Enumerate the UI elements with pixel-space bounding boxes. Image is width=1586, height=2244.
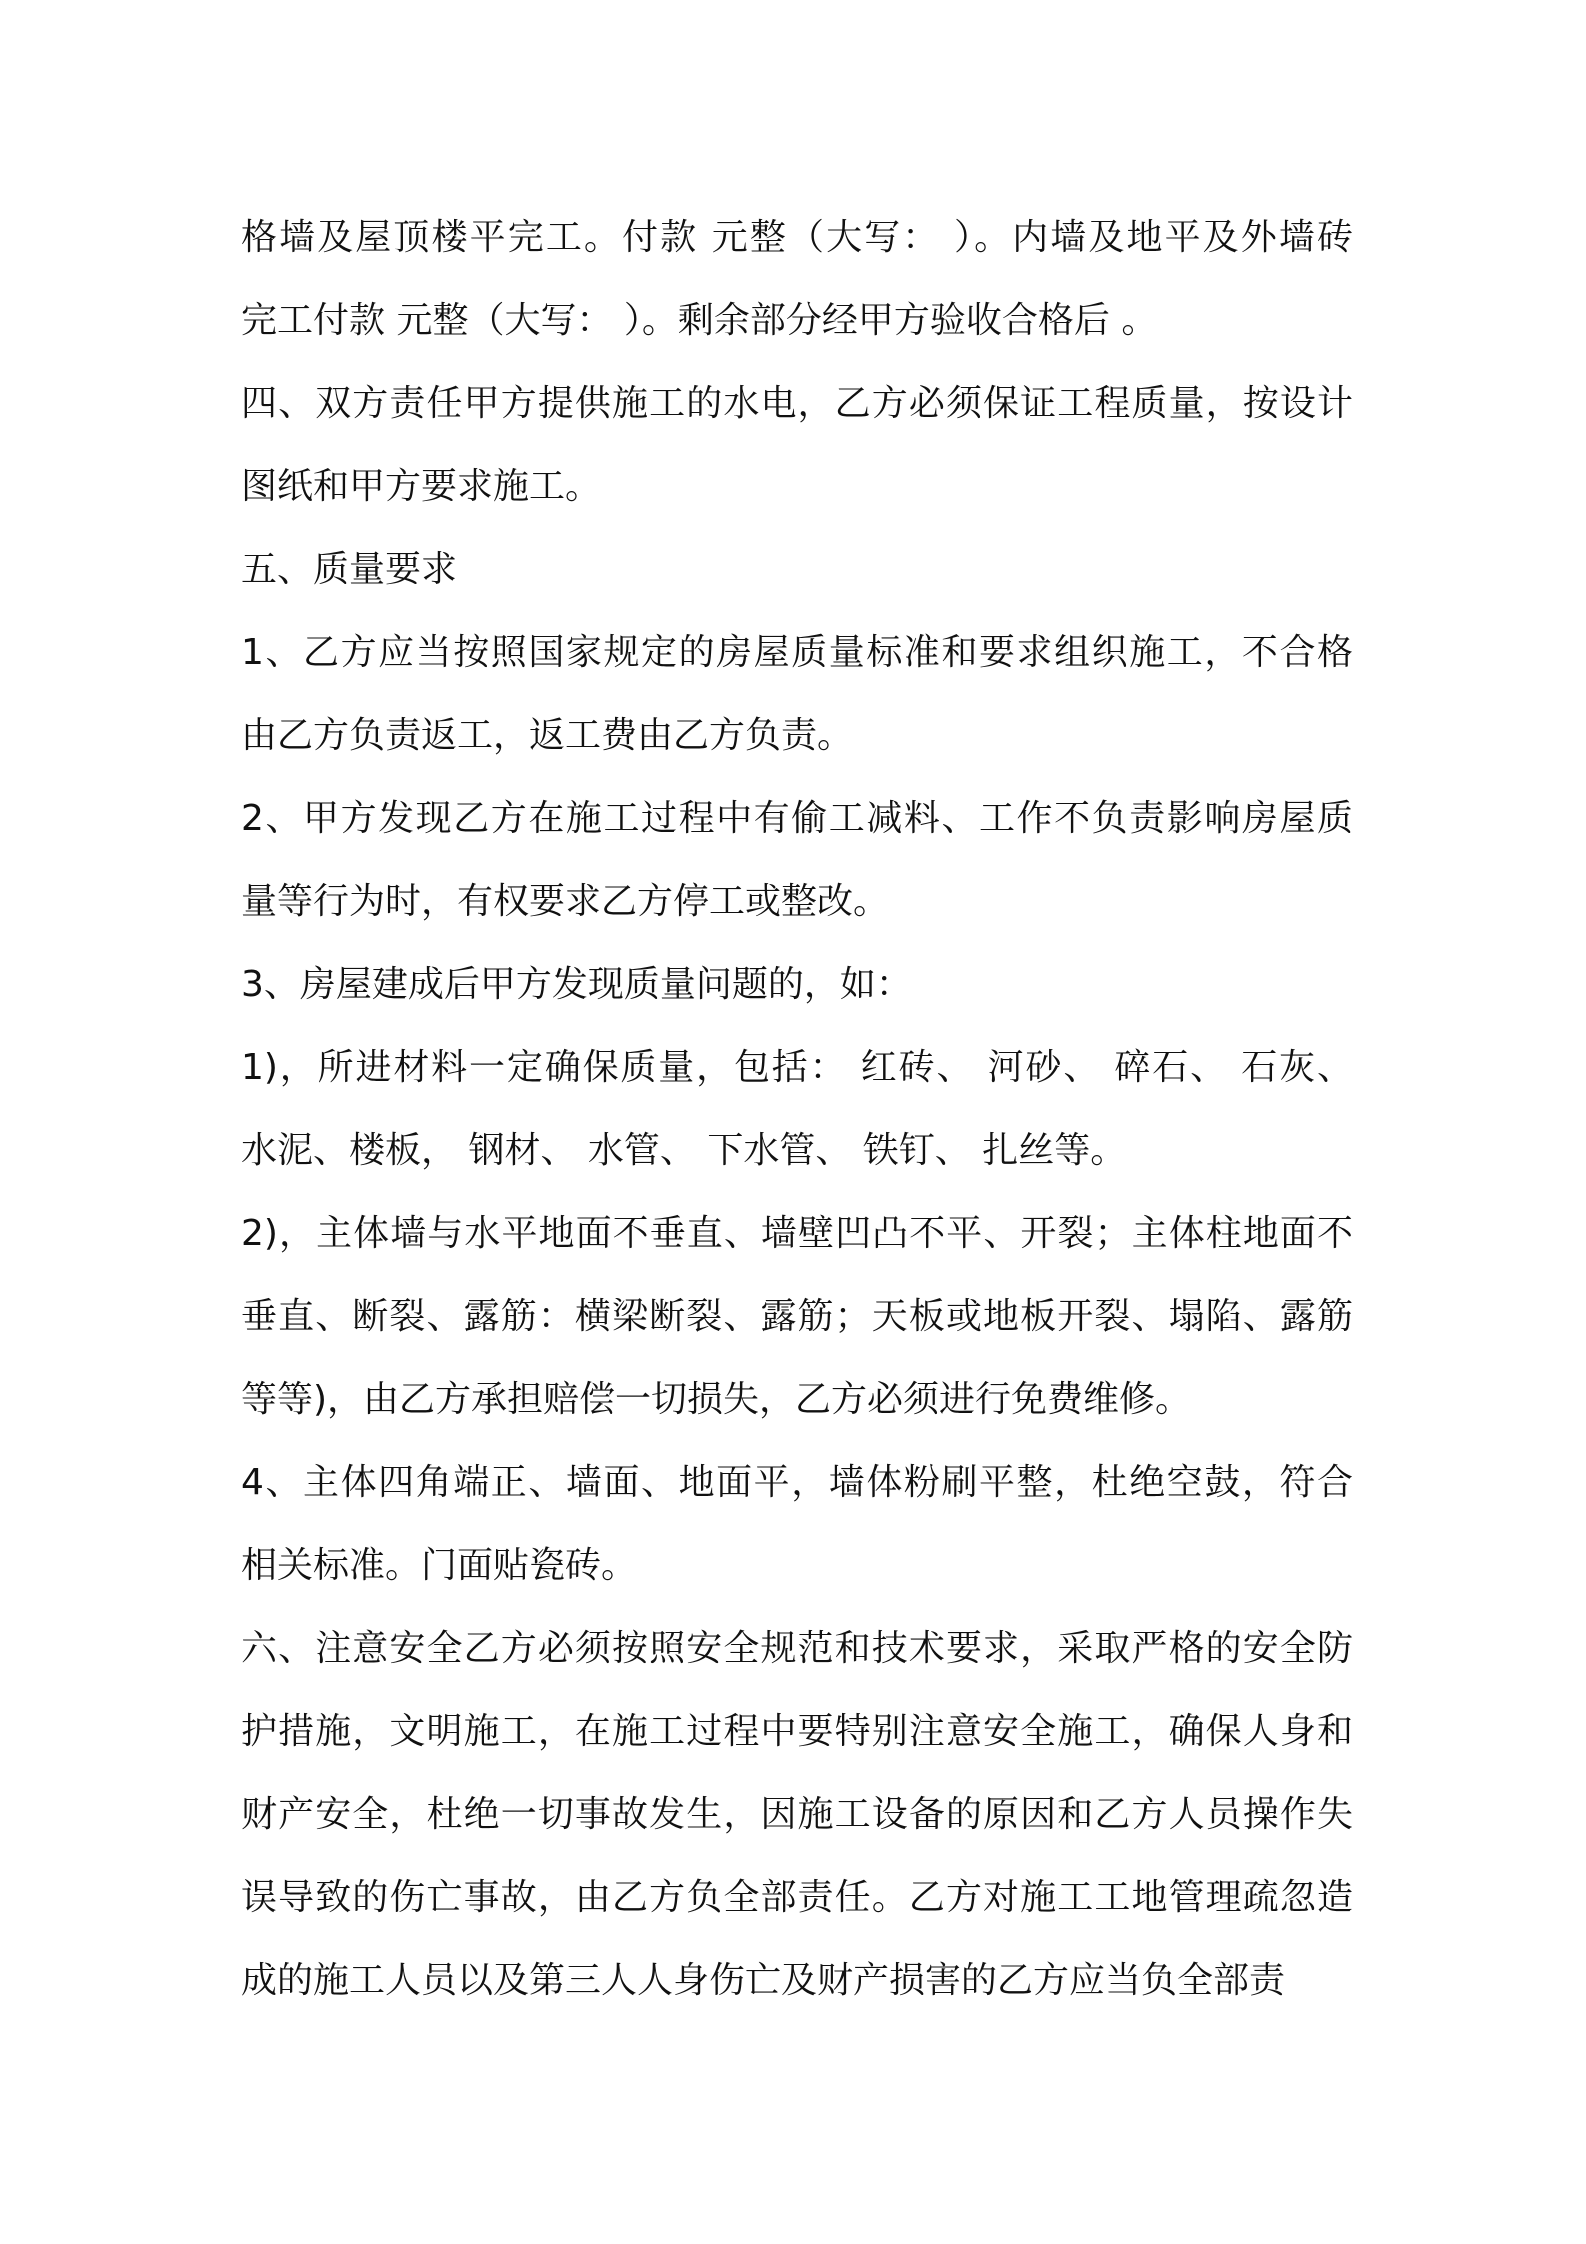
text-line: 1、乙方应当按照国家规定的房屋质量标准和要求组织施工，不合格 bbox=[241, 632, 1353, 673]
text-line: 1)，所进材料一定确保质量，包括： 红砖、 河砂、 碎石、 石灰、 bbox=[241, 1047, 1353, 1088]
text-line: 3、房屋建成后甲方发现质量问题的，如： bbox=[241, 964, 912, 1005]
text-line: 4、主体四角端正、墙面、地面平，墙体粉刷平整，杜绝空鼓，符合 bbox=[241, 1462, 1353, 1503]
text-line: 误导致的伤亡事故，由乙方负全部责任。乙方对施工工地管理疏忽造 bbox=[241, 1877, 1353, 1918]
text-line: 相关标准。门面贴瓷砖。 bbox=[241, 1545, 638, 1586]
text-line: 格墙及屋顶楼平完工。付款 元整（大写： ）。内墙及地平及外墙砖 bbox=[241, 217, 1353, 258]
text-line: 成的施工人员以及第三人人身伤亡及财产损害的乙方应当负全部责 bbox=[241, 1960, 1286, 2001]
text-line: 图纸和甲方要求施工。 bbox=[241, 466, 602, 507]
text-line: 四、双方责任甲方提供施工的水电，乙方必须保证工程质量，按设计 bbox=[241, 383, 1353, 424]
text-line: 财产安全，杜绝一切事故发生，因施工设备的原因和乙方人员操作失 bbox=[241, 1794, 1353, 1835]
text-line: 六、注意安全乙方必须按照安全规范和技术要求，采取严格的安全防 bbox=[241, 1628, 1353, 1669]
section-heading: 五、质量要求 bbox=[241, 549, 458, 590]
text-line: 完工付款 元整（大写： ）。剩余部分经甲方验收合格后 。 bbox=[241, 300, 1158, 341]
text-line: 水泥、楼板， 钢材、 水管、 下水管、 铁钉、 扎丝等。 bbox=[241, 1130, 1127, 1171]
text-line: 由乙方负责返工，返工费由乙方负责。 bbox=[241, 715, 854, 756]
text-line: 等等)，由乙方承担赔偿一切损失，乙方必须进行免费维修。 bbox=[241, 1379, 1192, 1420]
text-line: 护措施，文明施工，在施工过程中要特别注意安全施工，确保人身和 bbox=[241, 1711, 1353, 1752]
contract-body-text bbox=[241, 196, 1353, 2022]
text-line: 量等行为时，有权要求乙方停工或整改。 bbox=[241, 881, 890, 922]
text-line: 2、甲方发现乙方在施工过程中有偷工减料、工作不负责影响房屋质 bbox=[241, 798, 1353, 839]
text-line: 2)，主体墙与水平地面不垂直、墙壁凹凸不平、开裂；主体柱地面不 bbox=[241, 1213, 1353, 1254]
text-line: 垂直、断裂、露筋：横梁断裂、露筋；天板或地板开裂、塌陷、露筋 bbox=[241, 1296, 1353, 1337]
